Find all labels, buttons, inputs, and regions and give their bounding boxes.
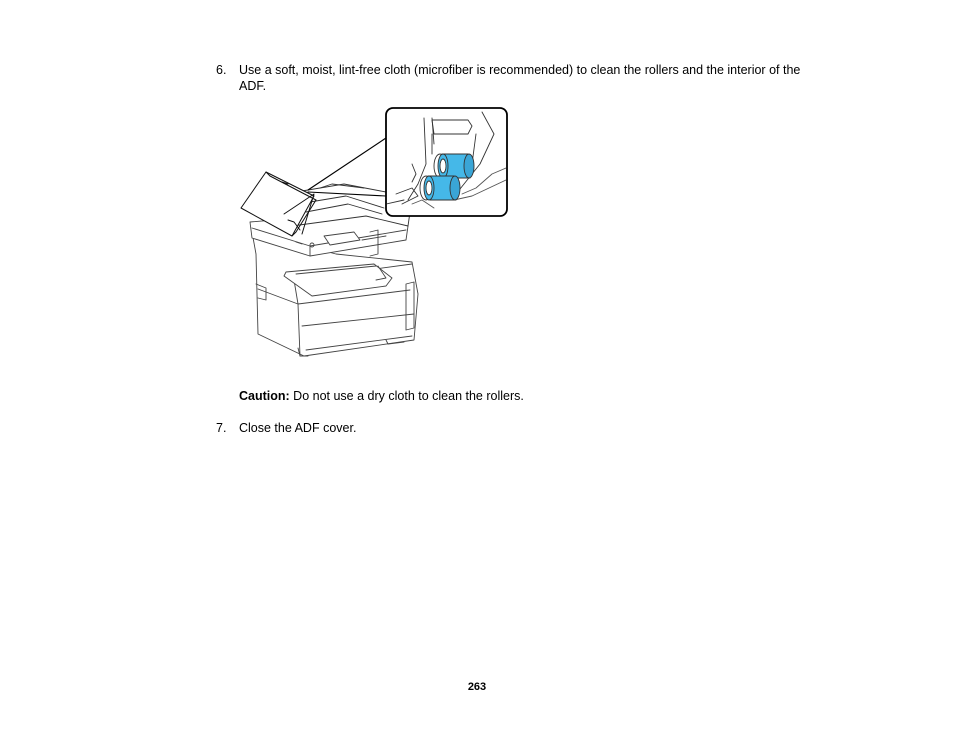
step-number: 6. xyxy=(216,63,227,77)
page-number: 263 xyxy=(467,681,487,693)
upper-roller xyxy=(434,154,474,178)
printer-adf-roller-illustration xyxy=(236,104,511,360)
caution-note xyxy=(239,388,524,404)
step-number: 7. xyxy=(216,421,227,435)
lower-roller xyxy=(420,176,460,200)
step-text: Use a soft, moist, lint-free cloth (microfiber is recommended) to clean the rollers and the interior of the ADF. xyxy=(239,63,801,93)
printer-body xyxy=(250,212,418,356)
caution-label: Caution: xyxy=(239,389,290,403)
zoom-callout-box xyxy=(386,108,507,216)
step-text: Close the ADF cover. xyxy=(239,421,357,435)
caution-text: Do not use a dry cloth to clean the rollers. xyxy=(293,389,524,403)
